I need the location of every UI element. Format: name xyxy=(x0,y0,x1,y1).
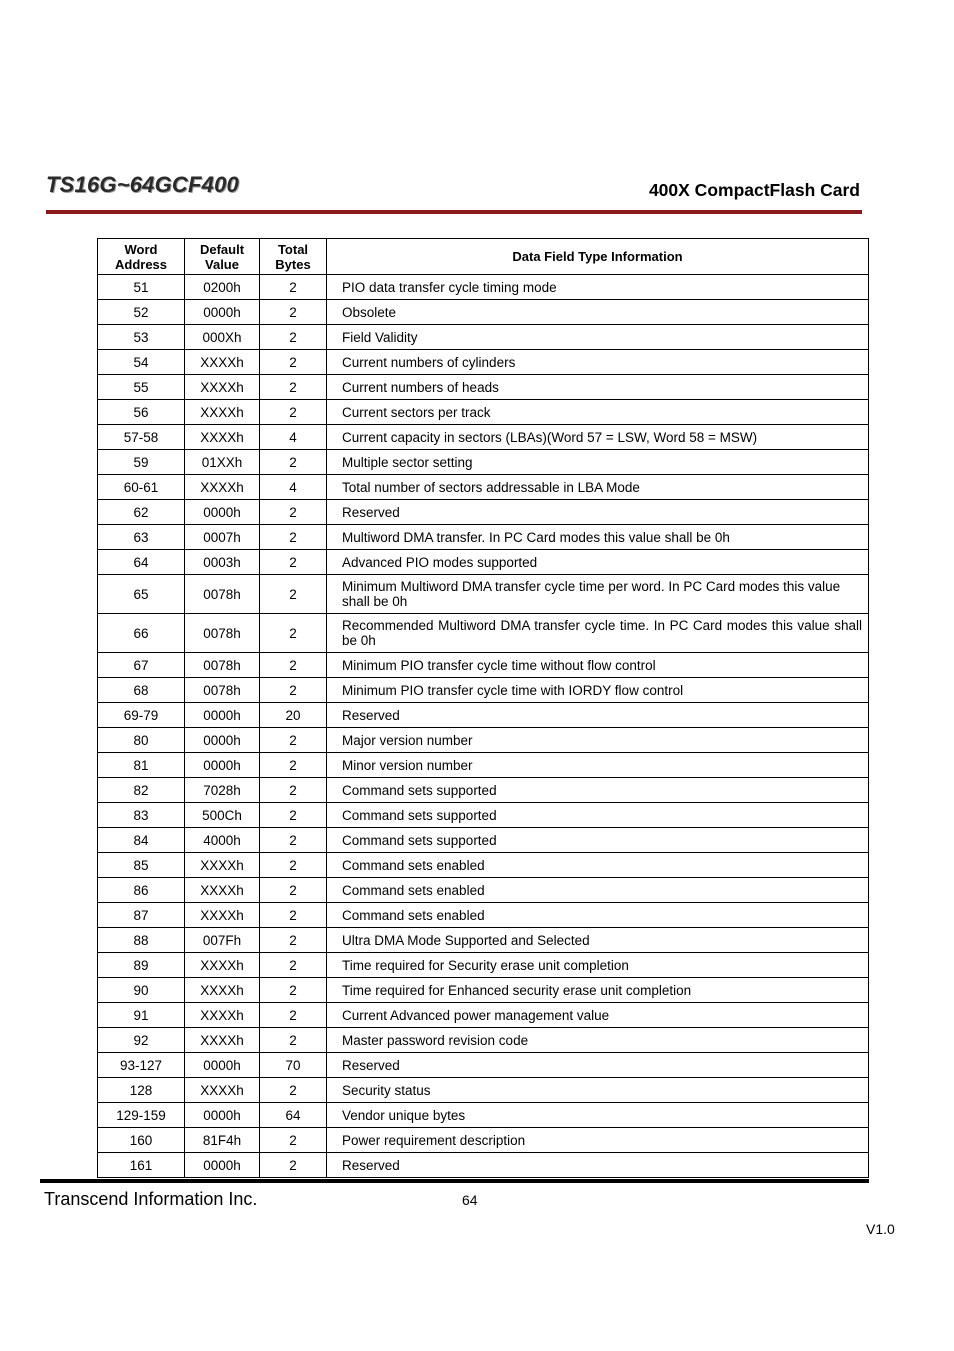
cell-total-bytes: 2 xyxy=(260,350,327,375)
document-version: V1.0 xyxy=(866,1221,895,1237)
cell-total-bytes: 2 xyxy=(260,1003,327,1028)
cell-word-address: 128 xyxy=(98,1078,185,1103)
cell-description: Obsolete xyxy=(327,300,869,325)
table-row xyxy=(98,803,869,828)
cell-total-bytes: 2 xyxy=(260,375,327,400)
cell-total-bytes: 2 xyxy=(260,778,327,803)
cell-description: Time required for Security erase unit completion xyxy=(327,953,869,978)
cell-description: Current numbers of heads xyxy=(327,375,869,400)
cell-description: Total number of sectors addressable in LBA Mode xyxy=(327,475,869,500)
cell-default-value: 0078h xyxy=(185,575,260,614)
cell-total-bytes: 70 xyxy=(260,1053,327,1078)
cell-default-value: 0000h xyxy=(185,1153,260,1178)
column-header-line: Total xyxy=(277,241,309,257)
table-row xyxy=(98,550,869,575)
cell-word-address: 54 xyxy=(98,350,185,375)
cell-total-bytes: 2 xyxy=(260,614,327,653)
cell-word-address: 83 xyxy=(98,803,185,828)
cell-total-bytes: 64 xyxy=(260,1103,327,1128)
cell-description: Vendor unique bytes xyxy=(327,1103,869,1128)
cell-default-value: 0000h xyxy=(185,1053,260,1078)
cell-description: Current capacity in sectors (LBAs)(Word 57 = LSW, Word 58 = MSW) xyxy=(327,425,869,450)
column-header-word-address xyxy=(98,239,185,275)
cell-word-address: 53 xyxy=(98,325,185,350)
cell-total-bytes: 2 xyxy=(260,550,327,575)
cell-description: Major version number xyxy=(327,728,869,753)
cell-description: Master password revision code xyxy=(327,1028,869,1053)
cell-description: Current numbers of cylinders xyxy=(327,350,869,375)
cell-word-address: 92 xyxy=(98,1028,185,1053)
cell-default-value: 01XXh xyxy=(185,450,260,475)
cell-word-address: 63 xyxy=(98,525,185,550)
table-row xyxy=(98,878,869,903)
cell-default-value: 500Ch xyxy=(185,803,260,828)
cell-total-bytes: 2 xyxy=(260,1078,327,1103)
table-row xyxy=(98,1003,869,1028)
cell-default-value: XXXXh xyxy=(185,1078,260,1103)
cell-default-value: 0078h xyxy=(185,614,260,653)
cell-word-address: 161 xyxy=(98,1153,185,1178)
cell-default-value: XXXXh xyxy=(185,953,260,978)
table-row xyxy=(98,853,869,878)
table-row xyxy=(98,400,869,425)
cell-description: Command sets enabled xyxy=(327,853,869,878)
cell-default-value: 0000h xyxy=(185,728,260,753)
cell-total-bytes: 2 xyxy=(260,978,327,1003)
cell-word-address: 129-159 xyxy=(98,1103,185,1128)
cell-default-value: XXXXh xyxy=(185,1028,260,1053)
cell-word-address: 88 xyxy=(98,928,185,953)
table-row xyxy=(98,1028,869,1053)
table-row xyxy=(98,778,869,803)
cell-description: Minimum Multiword DMA transfer cycle time per word. In PC Card modes this value shall be 0h xyxy=(327,575,869,614)
table-row xyxy=(98,1078,869,1103)
cell-total-bytes: 4 xyxy=(260,475,327,500)
cell-total-bytes: 2 xyxy=(260,828,327,853)
cell-total-bytes: 2 xyxy=(260,1028,327,1053)
cell-word-address: 60-61 xyxy=(98,475,185,500)
table-header-row xyxy=(98,239,869,275)
cell-word-address: 64 xyxy=(98,550,185,575)
cell-total-bytes: 2 xyxy=(260,275,327,300)
cell-description: Current sectors per track xyxy=(327,400,869,425)
table-row xyxy=(98,275,869,300)
cell-word-address: 66 xyxy=(98,614,185,653)
cell-default-value: 0078h xyxy=(185,653,260,678)
cell-default-value: XXXXh xyxy=(185,878,260,903)
cell-total-bytes: 2 xyxy=(260,525,327,550)
cell-description: Minimum PIO transfer cycle time with IORDY flow control xyxy=(327,678,869,703)
cell-description: Minimum PIO transfer cycle time without flow control xyxy=(327,653,869,678)
table-row xyxy=(98,828,869,853)
cell-default-value: 0078h xyxy=(185,678,260,703)
cell-total-bytes: 2 xyxy=(260,678,327,703)
table-row xyxy=(98,450,869,475)
table-row xyxy=(98,425,869,450)
cell-total-bytes: 2 xyxy=(260,400,327,425)
cell-description: Command sets enabled xyxy=(327,903,869,928)
cell-description: Recommended Multiword DMA transfer cycle time. In PC Card modes this value shall be 0h xyxy=(327,614,869,653)
cell-description: Field Validity xyxy=(327,325,869,350)
cell-word-address: 68 xyxy=(98,678,185,703)
cell-word-address: 80 xyxy=(98,728,185,753)
cell-default-value: 4000h xyxy=(185,828,260,853)
cell-description: Reserved xyxy=(327,500,869,525)
cell-word-address: 57-58 xyxy=(98,425,185,450)
column-header-line: Word xyxy=(124,241,158,257)
column-header-line: Bytes xyxy=(275,256,311,272)
product-name: 400X CompactFlash Card xyxy=(648,180,860,200)
cell-description: Command sets supported xyxy=(327,778,869,803)
table-row xyxy=(98,575,869,614)
cell-description: Multiple sector setting xyxy=(327,450,869,475)
table-row xyxy=(98,1153,869,1178)
cell-word-address: 67 xyxy=(98,653,185,678)
table-row xyxy=(98,653,869,678)
cell-description: PIO data transfer cycle timing mode xyxy=(327,275,869,300)
cell-total-bytes: 2 xyxy=(260,325,327,350)
cell-word-address: 160 xyxy=(98,1128,185,1153)
cell-word-address: 59 xyxy=(98,450,185,475)
cell-total-bytes: 2 xyxy=(260,300,327,325)
cell-word-address: 87 xyxy=(98,903,185,928)
cell-total-bytes: 2 xyxy=(260,903,327,928)
table-row xyxy=(98,300,869,325)
cell-word-address: 82 xyxy=(98,778,185,803)
cell-description: Multiword DMA transfer. In PC Card modes this value shall be 0h xyxy=(327,525,869,550)
cell-default-value: 0000h xyxy=(185,703,260,728)
column-header-total-bytes xyxy=(260,239,327,275)
cell-word-address: 65 xyxy=(98,575,185,614)
cell-word-address: 51 xyxy=(98,275,185,300)
cell-word-address: 91 xyxy=(98,1003,185,1028)
cell-default-value: XXXXh xyxy=(185,475,260,500)
page-number: 64 xyxy=(462,1192,478,1208)
table-row xyxy=(98,325,869,350)
cell-word-address: 56 xyxy=(98,400,185,425)
cell-total-bytes: 20 xyxy=(260,703,327,728)
cell-total-bytes: 2 xyxy=(260,803,327,828)
cell-default-value: XXXXh xyxy=(185,853,260,878)
table-row xyxy=(98,678,869,703)
company-name: Transcend Information Inc. xyxy=(44,1189,258,1209)
column-header-default-value xyxy=(185,239,260,275)
cell-description: Reserved xyxy=(327,1153,869,1178)
table-row xyxy=(98,500,869,525)
cell-total-bytes: 2 xyxy=(260,1153,327,1178)
table-row xyxy=(98,1053,869,1078)
cell-word-address: 90 xyxy=(98,978,185,1003)
cell-word-address: 85 xyxy=(98,853,185,878)
header-divider xyxy=(46,210,862,214)
cell-default-value: 000Xh xyxy=(185,325,260,350)
cell-default-value: XXXXh xyxy=(185,978,260,1003)
footer-divider xyxy=(40,1179,869,1183)
cell-description: Power requirement description xyxy=(327,1128,869,1153)
cell-word-address: 52 xyxy=(98,300,185,325)
cell-word-address: 81 xyxy=(98,753,185,778)
identify-data-table xyxy=(97,238,869,1178)
cell-default-value: XXXXh xyxy=(185,903,260,928)
cell-description: Current Advanced power management value xyxy=(327,1003,869,1028)
column-header-line: Address xyxy=(114,256,168,272)
cell-total-bytes: 2 xyxy=(260,450,327,475)
table-row xyxy=(98,978,869,1003)
cell-description: Advanced PIO modes supported xyxy=(327,550,869,575)
table-row xyxy=(98,350,869,375)
cell-description: Command sets enabled xyxy=(327,878,869,903)
cell-default-value: 7028h xyxy=(185,778,260,803)
cell-total-bytes: 2 xyxy=(260,1128,327,1153)
table-row xyxy=(98,903,869,928)
cell-total-bytes: 2 xyxy=(260,953,327,978)
table-row xyxy=(98,1103,869,1128)
cell-description: Command sets supported xyxy=(327,803,869,828)
cell-word-address: 89 xyxy=(98,953,185,978)
cell-word-address: 69-79 xyxy=(98,703,185,728)
cell-description: Command sets supported xyxy=(327,828,869,853)
cell-default-value: XXXXh xyxy=(185,1003,260,1028)
cell-word-address: 55 xyxy=(98,375,185,400)
cell-default-value: 0003h xyxy=(185,550,260,575)
cell-description: Reserved xyxy=(327,703,869,728)
cell-total-bytes: 2 xyxy=(260,753,327,778)
cell-default-value: 0000h xyxy=(185,753,260,778)
cell-total-bytes: 2 xyxy=(260,728,327,753)
cell-word-address: 86 xyxy=(98,878,185,903)
cell-total-bytes: 2 xyxy=(260,653,327,678)
cell-default-value: 0007h xyxy=(185,525,260,550)
cell-default-value: 0000h xyxy=(185,1103,260,1128)
cell-total-bytes: 2 xyxy=(260,853,327,878)
table-row xyxy=(98,614,869,653)
cell-default-value: XXXXh xyxy=(185,375,260,400)
column-header-line: Data Field Type Information xyxy=(512,249,683,264)
table-body xyxy=(98,275,869,1178)
cell-default-value: XXXXh xyxy=(185,350,260,375)
table-row xyxy=(98,753,869,778)
cell-default-value: 007Fh xyxy=(185,928,260,953)
table-row xyxy=(98,1128,869,1153)
table-row xyxy=(98,928,869,953)
table-row xyxy=(98,728,869,753)
table-row xyxy=(98,525,869,550)
cell-total-bytes: 2 xyxy=(260,500,327,525)
cell-word-address: 62 xyxy=(98,500,185,525)
cell-total-bytes: 2 xyxy=(260,575,327,614)
cell-description: Reserved xyxy=(327,1053,869,1078)
cell-default-value: XXXXh xyxy=(185,400,260,425)
column-header-line: Default xyxy=(199,241,245,257)
table-row xyxy=(98,953,869,978)
table-row xyxy=(98,375,869,400)
cell-default-value: 0000h xyxy=(185,500,260,525)
document-model-title: TS16G~64GCF400 xyxy=(46,172,239,197)
cell-word-address: 84 xyxy=(98,828,185,853)
cell-default-value: 0000h xyxy=(185,300,260,325)
cell-description: Security status xyxy=(327,1078,869,1103)
cell-word-address: 93-127 xyxy=(98,1053,185,1078)
cell-description: Ultra DMA Mode Supported and Selected xyxy=(327,928,869,953)
table-row xyxy=(98,475,869,500)
cell-default-value: 81F4h xyxy=(185,1128,260,1153)
column-header-data-field xyxy=(327,239,869,275)
cell-total-bytes: 2 xyxy=(260,928,327,953)
cell-default-value: XXXXh xyxy=(185,425,260,450)
cell-description: Minor version number xyxy=(327,753,869,778)
column-header-line: Value xyxy=(205,256,239,272)
cell-description: Time required for Enhanced security erase unit completion xyxy=(327,978,869,1003)
table-row xyxy=(98,703,869,728)
cell-total-bytes: 4 xyxy=(260,425,327,450)
cell-default-value: 0200h xyxy=(185,275,260,300)
cell-total-bytes: 2 xyxy=(260,878,327,903)
